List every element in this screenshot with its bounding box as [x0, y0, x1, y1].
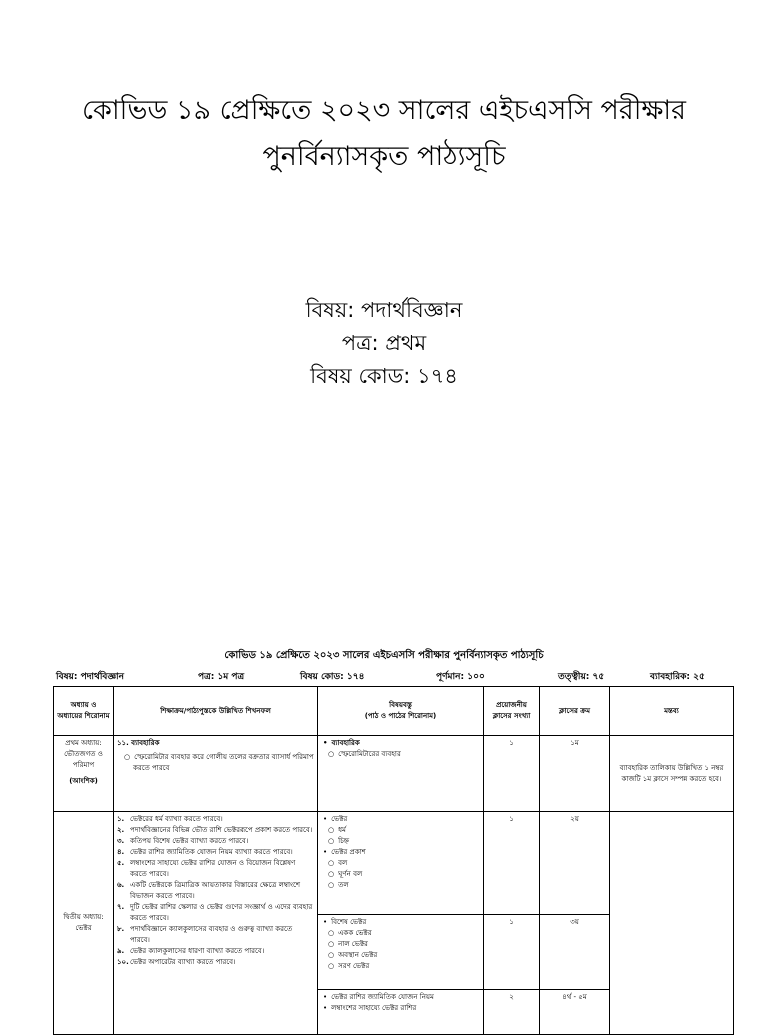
- outcome-text: পদার্থবিজ্ঞানের বিভিন্ন ভৌত রাশি ভেক্টররূপে প্রকাশ করতে পারবে।: [130, 826, 313, 834]
- header-content-line2: (পাঠ ও পাঠের শিরোনাম): [364, 712, 437, 720]
- row1-order: ১ম: [540, 736, 610, 812]
- outcome-text: ভেক্টর রাশির জ্যামিতিক যোজন নিয়ম ব্যাখ্যা করতে পারবে।: [130, 848, 293, 856]
- list-item: ○ বল: [337, 858, 480, 869]
- row1-classes: ১: [484, 736, 540, 812]
- row2-classes: [484, 812, 540, 1035]
- list-item: [117, 814, 314, 825]
- cover-subject-block: [0, 294, 768, 393]
- row2-order: [540, 812, 610, 1035]
- list-item: [117, 924, 314, 946]
- sheet-meta-row: [56, 667, 716, 683]
- list-item: ○ স্ফেরোমিটার ব্যবহার করে গোলীয় তলের বক্রতার ব্যাসার্ধ পরিমাপ করতে পারবে: [133, 752, 314, 774]
- outcome-text: ভেক্টরের ধর্ম ব্যাখ্যা করতে পারবে।: [130, 815, 223, 823]
- list-item: [117, 880, 314, 902]
- cover-title-line1: কোভিড ১৯ প্রেক্ষিতে ২০২৩ সালের এইচএসসি পরীক্ষার: [82, 95, 686, 126]
- content-topic: • ভেক্টর: [331, 814, 480, 825]
- meta-code: বিষয় কোড: ১৭৪: [300, 672, 365, 682]
- content-topic: • লম্বাংশের সাহায্যে ভেক্টর রাশির: [331, 1003, 480, 1014]
- outcome-text: ভেক্টর ক্যালকুলাসের ধারণা ব্যাখ্যা করতে পারবে।: [130, 947, 265, 955]
- outcome-text: ভেক্টর অপারেটর ব্যাখ্যা করতে পারবে।: [130, 958, 236, 966]
- outcome-text: পদার্থবিজ্ঞানে ক্যালকুলাসের ব্যবহার ও গুরুত্ব ব্যাখ্যা করতে পারবে।: [130, 925, 293, 944]
- content-topic: • ভেক্টর রাশির জ্যামিতিক যোজন নিয়ম: [331, 992, 480, 1003]
- outcome-text: একটি ভেক্টরকে ত্রিমাত্রিক আয়তাকার বিস্তারের ক্ষেত্রে লম্বাংশে বিভাজন করতে পারবে।: [130, 881, 300, 900]
- row2-outcome-list: [117, 814, 314, 968]
- row2-sub3-classes: ২: [484, 989, 539, 1034]
- outcome-text: লম্বাংশের সাহায্যে ভেক্টর রাশির যোজন ও বিয়োজন বিশ্লেষণ করতে পারবে।: [130, 859, 296, 878]
- row2-sub2-classes: ১: [484, 914, 539, 989]
- row2-sub2-order: ৩য়: [540, 914, 609, 989]
- outcome-number: ৩.: [117, 837, 125, 845]
- table-row: [54, 812, 734, 1035]
- list-item: [117, 858, 314, 880]
- list-item: [117, 946, 314, 957]
- list-item: [117, 847, 314, 858]
- row1-chapter: [54, 736, 114, 812]
- cover-code: বিষয় কোড: ১৭৪: [310, 364, 458, 388]
- row1-chapter-note: (আংশিক): [69, 777, 98, 785]
- meta-practical: ব্যাবহারিক: ২৫: [650, 672, 705, 682]
- meta-paper: পত্র: ১ম পত্র: [198, 672, 245, 682]
- list-item: ○ একক ভেক্টর: [337, 928, 480, 939]
- list-item: ○ নাল ভেক্টর: [337, 939, 480, 950]
- meta-theory: তত্ত্বীয়: ৭৫: [558, 672, 605, 682]
- row2-outcomes: [114, 812, 318, 1035]
- row1-content-head: • ব্যাবহারিক: [331, 738, 480, 749]
- table-header-row: [54, 687, 734, 736]
- list-item: ○ ধর্ম: [337, 825, 480, 836]
- row1-chapter-title: প্রথম অধ্যায়: ভৌতজগত ও পরিমাপ: [64, 739, 103, 769]
- content-topic: • ভেক্টর প্রকাশ: [331, 847, 480, 858]
- sheet-title: কোভিড ১৯ প্রেক্ষিতে ২০২৩ সালের এইচএসসি পরীক্ষার পুনর্বিন্যাসকৃত পাঠ্যসূচি: [224, 650, 544, 661]
- cover-paper: পত্র: প্রথম: [341, 331, 427, 355]
- outcome-text: কতিপয় বিশেষ ভেক্টর ব্যাখ্যা করতে পারবে।: [130, 837, 249, 845]
- cover-title: [0, 88, 768, 180]
- outcome-number: ৫.: [117, 859, 125, 867]
- outcome-number: ৭.: [117, 903, 125, 911]
- content-topic: • বিশেষ ভেক্টর: [331, 917, 480, 928]
- row1-remarks: ব্যাবহারিক তালিকায় উল্লিখিত ১ নম্বর কাজটি ১ম ক্লাসে সম্পন্ন করতে হবে।: [610, 736, 734, 812]
- list-item: [117, 957, 314, 968]
- outcome-number: ৬.: [117, 881, 125, 889]
- outcome-number: ১০.: [117, 958, 129, 966]
- header-chapter: অধ্যায় ও অধ্যায়ের শিরোনাম: [54, 687, 114, 736]
- header-content: [318, 687, 484, 736]
- outcome-number: ১.: [117, 815, 125, 823]
- list-item: [117, 902, 314, 924]
- list-item: ○ স্ফেরোমিটারের ব্যবহার: [337, 749, 480, 760]
- header-order: ক্লাসের ক্রম: [540, 687, 610, 736]
- outcome-number: ৮.: [117, 925, 125, 933]
- header-outcomes: শিক্ষাক্রম/পাঠ্যপুস্তকে উল্লিখিত শিখনফল: [114, 687, 318, 736]
- row1-content: [318, 736, 484, 812]
- header-remarks: মন্তব্য: [610, 687, 734, 736]
- outcome-number: ৯.: [117, 947, 125, 955]
- outcome-number: ৪.: [117, 848, 125, 856]
- meta-full-marks: পূর্ণমান: ১০০: [436, 672, 485, 682]
- outcome-number: ২.: [117, 826, 125, 834]
- row2-content: [318, 812, 484, 1035]
- list-item: ○ অবস্থান ভেক্টর: [337, 950, 480, 961]
- outcome-text: দুটি ভেক্টর রাশির স্কেলার ও ভেক্টর গুণের সংজ্ঞার্থ ও এদের ব্যবহার করতে পারবে।: [130, 903, 313, 922]
- row1-outcome-head: ১১. ব্যাবহারিক: [117, 739, 160, 747]
- row2-sub3-order: ৪র্থ - ৫ম: [540, 989, 609, 1034]
- row2-sub2-content: [318, 914, 483, 989]
- row2-sub1-classes: ১: [509, 815, 514, 823]
- row2-chapter: দ্বিতীয় অধ্যায়: ভেক্টর: [54, 812, 114, 1035]
- list-item: ○ চিহ্ন: [337, 836, 480, 847]
- header-classes: প্রয়োজনীয় ক্লাসের সংখ্যা: [484, 687, 540, 736]
- syllabus-table: [53, 686, 734, 1035]
- row1-outcomes: [114, 736, 318, 812]
- row2-sub1-order: ২য়: [570, 815, 579, 823]
- list-item: ○ ঘূর্ণন বল: [337, 869, 480, 880]
- list-item: ○ তল: [337, 880, 480, 891]
- cover-title-line2: পুনর্বিন্যাসকৃত পাঠ্যসূচি: [262, 141, 506, 172]
- list-item: [117, 836, 314, 847]
- meta-subject: বিষয়: পদার্থবিজ্ঞান: [56, 672, 125, 682]
- table-row: [54, 736, 734, 812]
- row2-sub3-content: [318, 989, 483, 1034]
- list-item: [117, 825, 314, 836]
- list-item: ○ সরণ ভেক্টর: [337, 961, 480, 972]
- cover-subject: বিষয়: পদার্থবিজ্ঞান: [305, 298, 463, 322]
- header-content-line1: বিষয়বস্তু: [389, 701, 412, 709]
- row2-sub1-content: [318, 812, 483, 914]
- row2-remarks: [610, 812, 734, 1035]
